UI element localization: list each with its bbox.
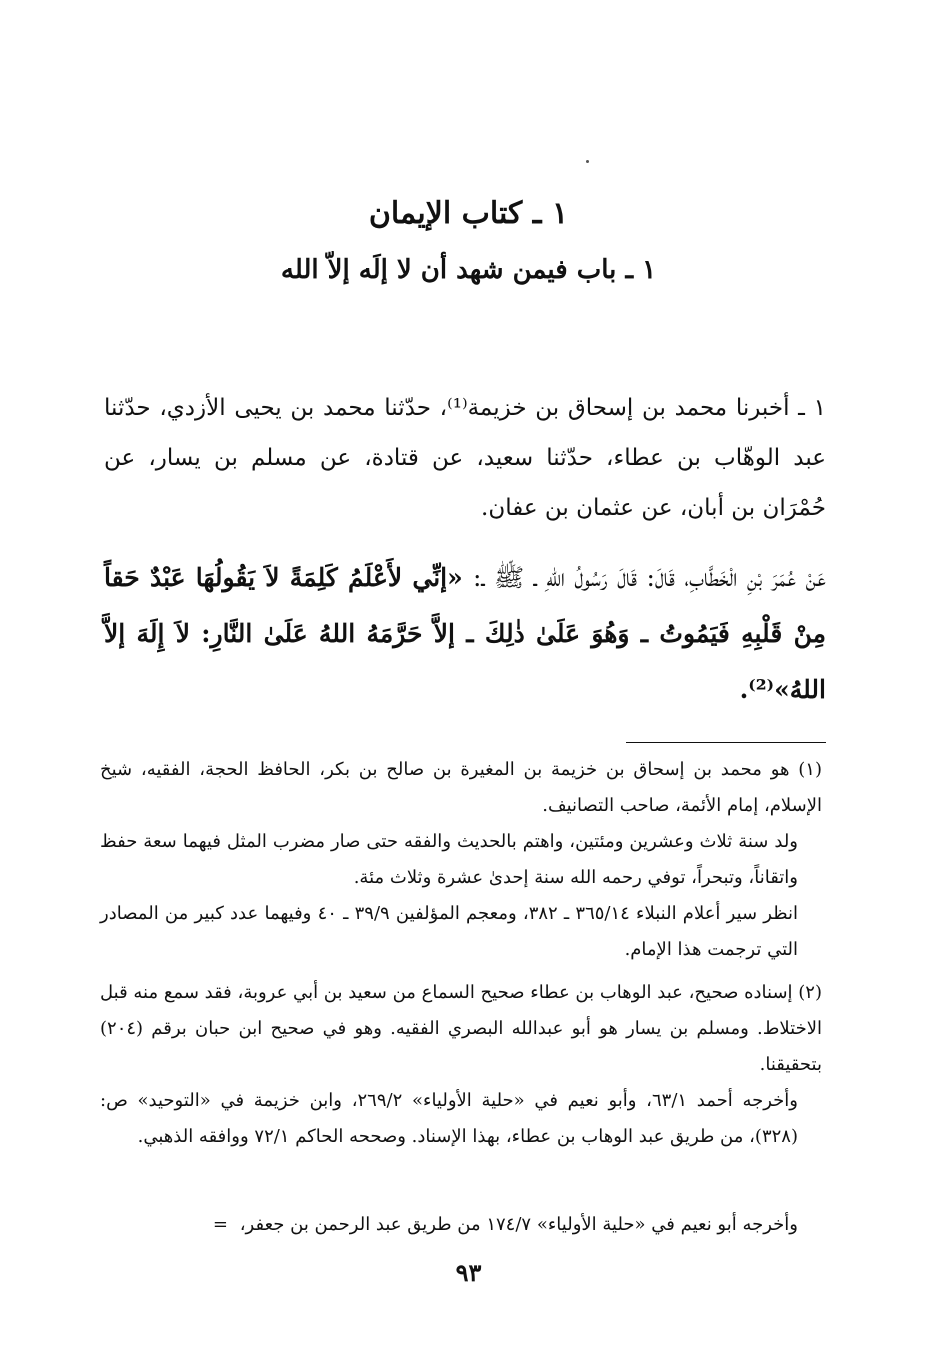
hadith-intro: عَنْ عُمَرَ بْنِ الْخَطَّابِ، قَالَ: قَالَ رَسُولُ اللهِ ـ ﷺ ـ: bbox=[472, 563, 826, 592]
hadith-text: «إنِّي لأَعْلَمُ كَلِمَةً لاَ يَقُولُهَا عَبْدٌ حَقاً مِنْ قَلْبِهِ فَيَمُوتُ ـ وَهُوَ عَلَىٰ ذٰلِكَ ـ إلاَّ حَرَّمَهُ اللهُ عَلَىٰ النَّارِ: لاَ إِلَهَ إلاَّ اللهُ»⁽²⁾. bbox=[104, 563, 826, 704]
footnote-separator bbox=[626, 742, 826, 743]
footnote-1-line: انظر سير أعلام النبلاء ٣٦٥/١٤ ـ ٣٨٢، ومعجم المؤلفين ٣٩/٩ ـ ٤٠ وفيهما عدد كبير من المصادر التي ترجمت هذا الإمام. bbox=[100, 903, 799, 960]
footnote-2-line: (٢) إسناده صحيح، عبد الوهاب بن عطاء صحيح السماع من سعيد بن أبي عروبة، فقد سمع منه قبل الاختلاط. ومسلم بن يسار هو أبو عبدالله البصري الفقيه. وهو في صحيح ابن حبان برقم (٢٠٤) بتحقيقنا. bbox=[100, 982, 822, 1075]
footnote-1-line: (١) هو محمد بن إسحاق بن خزيمة بن المغيرة بن صالح بن بكر، الحافظ الحجة، الفقيه، شيخ الإسلام، إمام الأئمة، صاحب التصانيف. bbox=[100, 759, 822, 816]
footnote-1-line: ولد سنة ثلاث وعشرين ومئتين، واهتم بالحديث والفقه حتى صار مضرب المثل فيهما سعة حفظ واتقاناً، وتبحراً، توفي رحمه الله سنة إحدىٰ عشرة وثلاث مئة. bbox=[100, 831, 798, 888]
page-number: ٩٣ bbox=[455, 1258, 482, 1287]
book-title: ١ ـ كتاب الإيمان bbox=[368, 196, 569, 231]
footnote-2-line: وأخرجه أحمد ٦٣/١، وأبو نعيم في «حلية الأولياء» ٢٦٩/٢، وابن خزيمة في «التوحيد» ص: (٣٢٨)، من طريق عبد الوهاب بن عطاء، بهذا الإسناد. وصححه الحاكم ٧٢/١ ووافقه الذهبي. bbox=[100, 1090, 798, 1147]
hadith-paragraph bbox=[104, 550, 826, 718]
isnad-paragraph: ١ ـ أخبرنا محمد بن إسحاق بن خزيمة⁽¹⁾، حدّثنا محمد بن يحيى الأزدي، حدّثنا عبد الوهّاب بن عطاء، حدّثنا سعيد، عن قتادة، عن مسلم بن يسار، عن حُمْرَان بن أبان، عن عثمان بن عفان. bbox=[104, 395, 826, 521]
footnote-2-continued bbox=[100, 1207, 822, 1243]
footnote-2 bbox=[100, 975, 822, 1155]
continuation-mark: = bbox=[212, 1214, 228, 1235]
page-speck bbox=[586, 160, 589, 163]
footnote-2-last-line bbox=[100, 1207, 822, 1243]
chapter-title: ١ ـ باب فيمن شهد أن لا إلَه إلاّ الله bbox=[280, 255, 657, 285]
footnote-2-line: وأخرجه أبو نعيم في «حلية الأولياء» ١٧٤/٧ من طريق عبد الرحمن بن جعفر، bbox=[239, 1214, 798, 1235]
footnote-1 bbox=[100, 752, 822, 968]
